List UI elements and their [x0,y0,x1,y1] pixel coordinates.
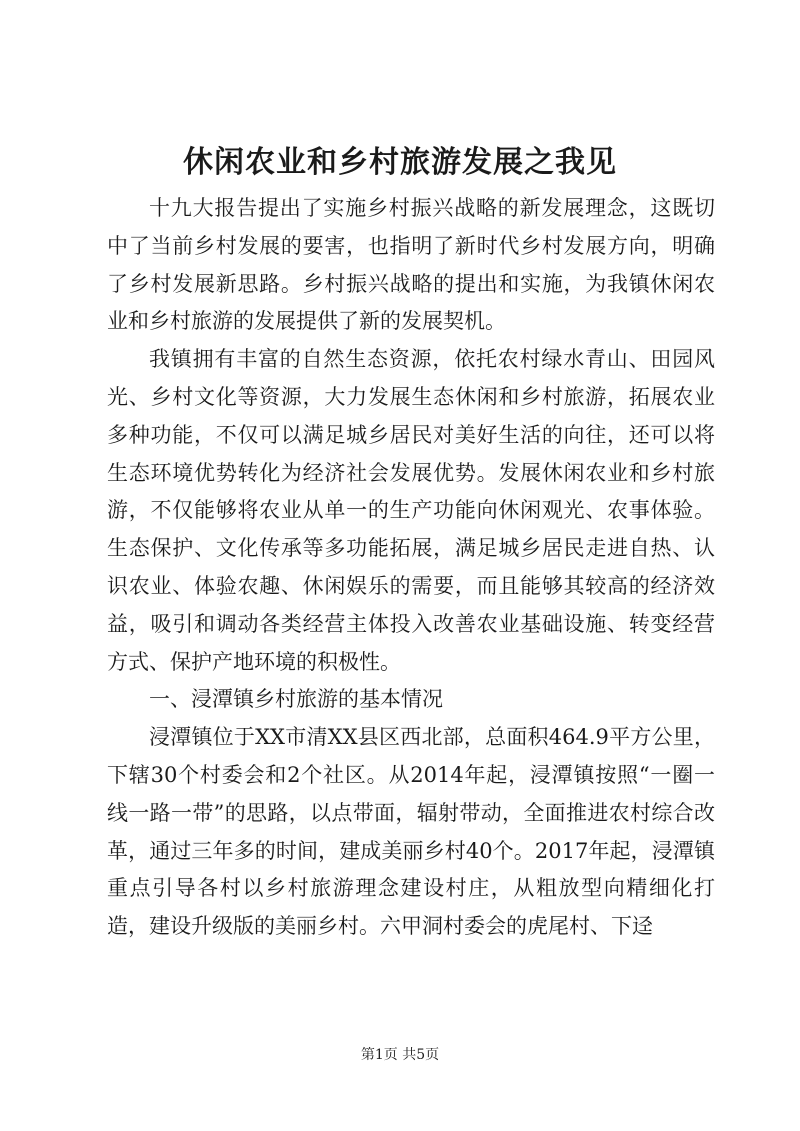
section-heading: 一、浸潭镇乡村旅游的基本情况 [149,687,443,712]
paragraph-resources: 我镇拥有丰富的自然生态资源，依托农村绿水青山、田园风光、乡村文化等资源，大力发展生态休闲和乡村旅游，拓展农业多种功能，不仅可以满足城乡居民对美好生活的向往，还可以将生态环境优势转化为经济社会发展优势。发展休闲农业和乡村旅游，不仅能够将农业从单一的生产功能向休闲观光、农事体验。生态保护、文化传承等多功能拓展，满足城乡居民走进自热、认识农业、体验农趣、休闲娱乐的需要，而且能够其较高的经济效益，吸引和调动各类经营主体投入改善农业基础设施、转变经营方式、保护产地环境的积极性。 [107,347,715,674]
paragraph-intro: 十九大报告提出了实施乡村振兴战略的新发展理念，这既切中了当前乡村发展的要害，也指明了新时代乡村发展方向，明确了乡村发展新思路。乡村振兴战略的提出和实施，为我镇休闲农业和乡村旅游的发展提供了新的发展契机。 [107,196,715,334]
page-footer: 第1页 共5页 [360,1047,440,1063]
document-title: 休闲农业和乡村旅游发展之我见 [183,145,617,180]
paragraph-section-one: 浸潭镇位于XX市清XX县区西北部，总面积464.9平方公里，下辖30个村委会和2个社区。从2014年起，浸潭镇按照“一圈一线一路一带”的思路，以点带面，辐射带动，全面推进农村综合改革，通过三年多的时间，建成美丽乡村40个。2017年起，浸潭镇重点引导各村以乡村旅游理念建设村庄，从粗放型向精细化打造，建设升级版的美丽乡村。六甲洞村委会的虎尾村、下迳 [107,725,715,939]
document-body [107,190,715,946]
